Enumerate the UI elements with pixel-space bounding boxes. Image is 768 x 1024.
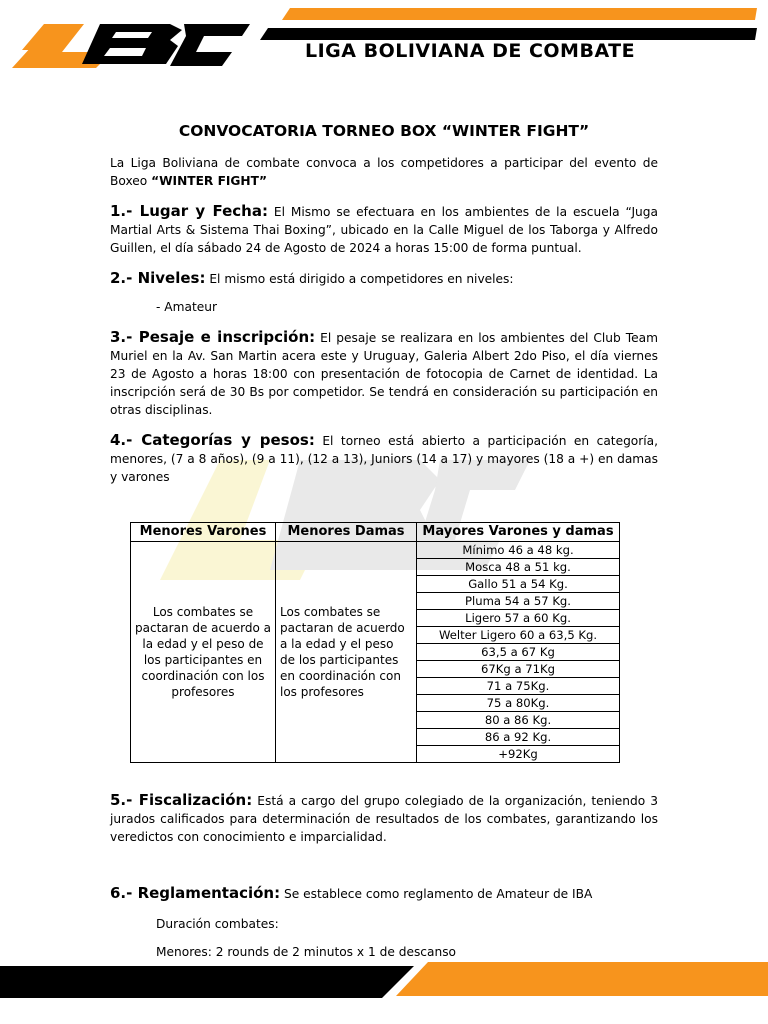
org-name: LIGA BOLIVIANA DE COMBATE	[305, 40, 636, 62]
weight-cell: Welter Ligero 60 a 63,5 Kg.	[417, 627, 620, 644]
weight-cell: 67Kg a 71Kg	[417, 661, 620, 678]
section-categorias	[110, 431, 658, 486]
footer-banner	[0, 962, 768, 1024]
menores-damas-desc: Los combates se pactaran de acuerdo a la edad y el peso de los participantes en coordinación con los profesores	[276, 542, 417, 763]
document-body	[110, 122, 658, 961]
section-reglamentacion	[110, 884, 658, 903]
section-fiscalizacion	[110, 791, 658, 846]
col-menores-damas: Menores Damas	[276, 523, 417, 542]
categories-table	[130, 522, 620, 763]
section-text: El Mismo se efectuara en los ambientes de la escuela “Juga Martial Arts & Sistema Thai Boxing”, ubicado en la Calle Miguel de los Taborga y Alfredo Guillen, el día sábado 24 de Agosto de 2024 a horas 15:00 de forma puntual.	[110, 205, 658, 255]
duration-label: Duración combates:	[156, 917, 279, 931]
section-text: Está a cargo del grupo colegiado de la organización, teniendo 3 jurados calificados para determinación de resultados de los combates, garantizando los veredictos con conocimiento e imparcialidad.	[110, 794, 658, 844]
event-name: “WINTER FIGHT”	[151, 174, 267, 188]
section-pesaje	[110, 328, 658, 419]
weight-cell: 80 a 86 Kg.	[417, 712, 620, 729]
col-mayores: Mayores Varones y damas	[417, 523, 620, 542]
table-header-row	[131, 523, 620, 542]
section-heading: 5.- Fiscalización:	[110, 791, 253, 809]
section-text: El mismo está dirigido a competidores en niveles:	[205, 272, 514, 286]
section-heading: 3.- Pesaje e inscripción:	[110, 328, 316, 346]
weight-cell: Pluma 54 a 57 Kg.	[417, 593, 620, 610]
table-row	[131, 542, 620, 559]
weight-cell: Mínimo 46 a 48 kg.	[417, 542, 620, 559]
section-text: El pesaje se realizara en los ambientes del Club Team Muriel en la Av. San Martin acera este y Uruguay, Galeria Albert 2do Piso, el día viernes 23 de Agosto a horas 18:00 con presentación de fotocopia de Carnet de identidad. La inscripción será de 30 Bs por competidor. Se tendrá en consideración su participación en otras disciplinas.	[110, 331, 658, 417]
level-item: - Amateur	[156, 300, 217, 314]
weight-cell: 63,5 a 67 Kg	[417, 644, 620, 661]
section-heading: 6.- Reglamentación:	[110, 884, 281, 902]
section-text: Se establece como reglamento de Amateur de IBA	[280, 887, 593, 901]
section-text: El torneo está abierto a participación en categoría, menores, (7 a 8 años), (9 a 11), (12 a 13), Juniors (14 a 17) y mayores (18 a +) en damas y varones	[110, 434, 659, 484]
section-heading: 2.- Niveles:	[110, 269, 206, 287]
lbc-logo	[12, 24, 250, 68]
section-heading: 4.- Categorías y pesos:	[110, 431, 315, 449]
section-heading: 1.- Lugar y Fecha:	[110, 202, 268, 220]
weight-cell: 71 a 75Kg.	[417, 678, 620, 695]
weight-cell: Ligero 57 a 60 Kg.	[417, 610, 620, 627]
weight-cell: Mosca 48 a 51 kg.	[417, 559, 620, 576]
duration-menores: Menores: 2 rounds de 2 minutos x 1 de descanso	[156, 945, 457, 959]
intro-paragraph	[110, 154, 658, 190]
intro-text: La Liga Boliviana de combate convoca a los competidores a participar del evento de Boxeo	[110, 156, 658, 188]
section-niveles	[110, 269, 658, 288]
weight-cell: 86 a 92 Kg.	[417, 729, 620, 746]
section-lugar-fecha	[110, 202, 658, 257]
col-menores-varones: Menores Varones	[131, 523, 276, 542]
menores-varones-desc: Los combates se pactaran de acuerdo a la edad y el peso de los participantes en coordinación con los profesores	[131, 542, 276, 763]
document-title: CONVOCATORIA TORNEO BOX “WINTER FIGHT”	[178, 122, 590, 140]
weight-cell: Gallo 51 a 54 Kg.	[417, 576, 620, 593]
weight-cell: 75 a 80Kg.	[417, 695, 620, 712]
weight-cell: +92Kg	[417, 746, 620, 763]
